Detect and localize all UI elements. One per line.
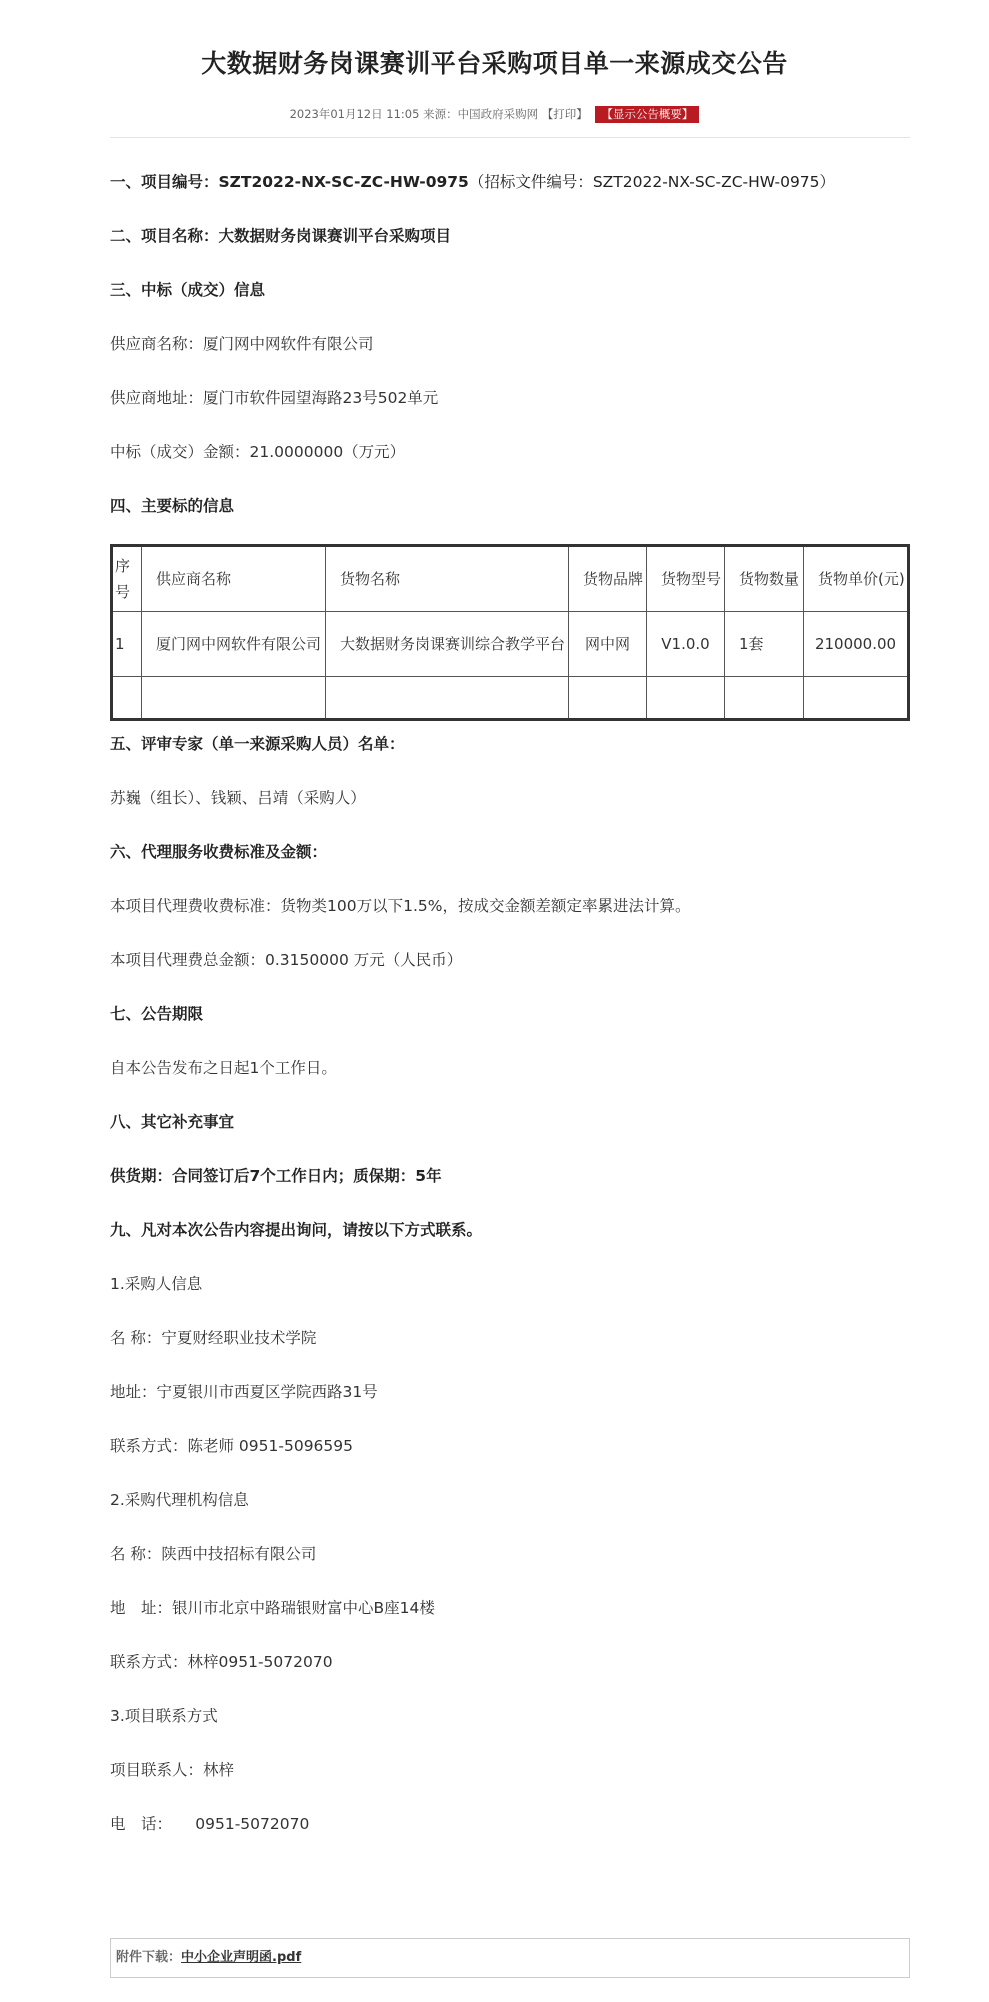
agency-info-title: 2.采购代理机构信息 — [110, 1491, 249, 1509]
notice-period: 自本公告发布之日起1个工作日。 — [110, 1059, 337, 1077]
header-cell: 货物名称 — [326, 546, 569, 612]
table-row — [112, 612, 909, 677]
project-number — [110, 171, 910, 193]
section-main-items: 四、主要标的信息 — [110, 497, 235, 515]
purchaser-address: 地址：宁夏银川市西夏区学院西路31号 — [110, 1383, 378, 1401]
table-header-row — [112, 546, 909, 612]
section-award-info: 三、中标（成交）信息 — [110, 281, 266, 299]
supplement-text: 供货期：合同签订后7个工作日内；质保期：5年 — [110, 1167, 442, 1185]
cell-model: V1.0.0 — [647, 612, 725, 677]
section-notice-period: 七、公告期限 — [110, 1005, 204, 1023]
section-experts: 五、评审专家（单一来源采购人员）名单： — [110, 735, 405, 753]
fee-total: 本项目代理费总金额：0.3150000 万元（人民币） — [110, 951, 463, 969]
cell-quantity: 1套 — [725, 612, 804, 677]
supplier-name: 供应商名称：厦门网中网软件有限公司 — [110, 335, 374, 353]
attachment-box — [110, 1938, 910, 1978]
project-contact-title: 3.项目联系方式 — [110, 1707, 218, 1725]
source-name: 中国政府采购网 — [457, 107, 539, 121]
attachment-label: 附件下载： — [116, 1950, 182, 1965]
purchaser-contact: 联系方式：陈老师 0951-5096595 — [110, 1437, 353, 1455]
cell-unit-price: 210000.00 — [804, 612, 909, 677]
title-divider — [110, 137, 910, 138]
agency-address: 地 址：银川市北京中路瑞银财富中心B座14楼 — [110, 1599, 435, 1617]
supplier-address: 供应商地址：厦门市软件园望海路23号502单元 — [110, 389, 439, 407]
agency-name: 名 称：陕西中技招标有限公司 — [110, 1545, 317, 1563]
section-supplement: 八、其它补充事宜 — [110, 1113, 235, 1131]
project-number-label: 一、项目编号： — [110, 173, 219, 191]
header-cell: 货物品牌 — [569, 546, 647, 612]
project-number-code: SZT2022-NX-SC-ZC-HW-0975 — [218, 173, 469, 191]
experts-list: 苏巍（组长）、钱颖、吕靖（采购人） — [110, 789, 366, 807]
cell-brand: 网中网 — [569, 612, 647, 677]
show-summary-button[interactable]: 【显示公告概要】 — [595, 106, 699, 123]
publish-date: 2023年01月12日 11:05 — [289, 107, 420, 121]
project-contact-phone: 电 话： 0951-5072070 — [110, 1815, 310, 1833]
table-empty-row — [112, 677, 909, 720]
meta-line — [0, 106, 989, 123]
items-table — [110, 544, 910, 721]
section-agency-fee: 六、代理服务收费标准及金额： — [110, 843, 328, 861]
header-cell: 货物型号 — [647, 546, 725, 612]
page-title: 大数据财务岗课赛训平台采购项目单一来源成交公告 — [201, 49, 788, 78]
project-contact-person: 项目联系人：林梓 — [110, 1761, 235, 1779]
cell-supplier: 厦门网中网软件有限公司 — [142, 612, 326, 677]
header-cell: 序号 — [112, 546, 142, 612]
agency-contact: 联系方式：林梓0951-5072070 — [110, 1653, 333, 1671]
header-cell: 货物数量 — [725, 546, 804, 612]
print-link[interactable]: 【打印】 — [541, 107, 588, 121]
source-label: 来源： — [423, 107, 458, 121]
attachment-file-link[interactable]: 中小企业声明函.pdf — [181, 1950, 302, 1965]
header-cell: 供应商名称 — [142, 546, 326, 612]
project-name: 二、项目名称：大数据财务岗课赛训平台采购项目 — [110, 227, 452, 245]
section-contact: 九、凡对本次公告内容提出询问，请按以下方式联系。 — [110, 1221, 483, 1239]
purchaser-info-title: 1.采购人信息 — [110, 1275, 203, 1293]
tender-file-number: （招标文件编号：SZT2022-NX-SC-ZC-HW-0975） — [468, 173, 836, 191]
header-cell: 货物单价(元) — [804, 546, 909, 612]
purchaser-name: 名 称：宁夏财经职业技术学院 — [110, 1329, 317, 1347]
fee-standard: 本项目代理费收费标准：货物类100万以下1.5%，按成交金额差额定率累进法计算。 — [110, 897, 691, 915]
cell-index: 1 — [112, 612, 142, 677]
cell-goods-name: 大数据财务岗课赛训综合教学平台 — [326, 612, 569, 677]
award-amount: 中标（成交）金额：21.0000000（万元） — [110, 443, 406, 461]
